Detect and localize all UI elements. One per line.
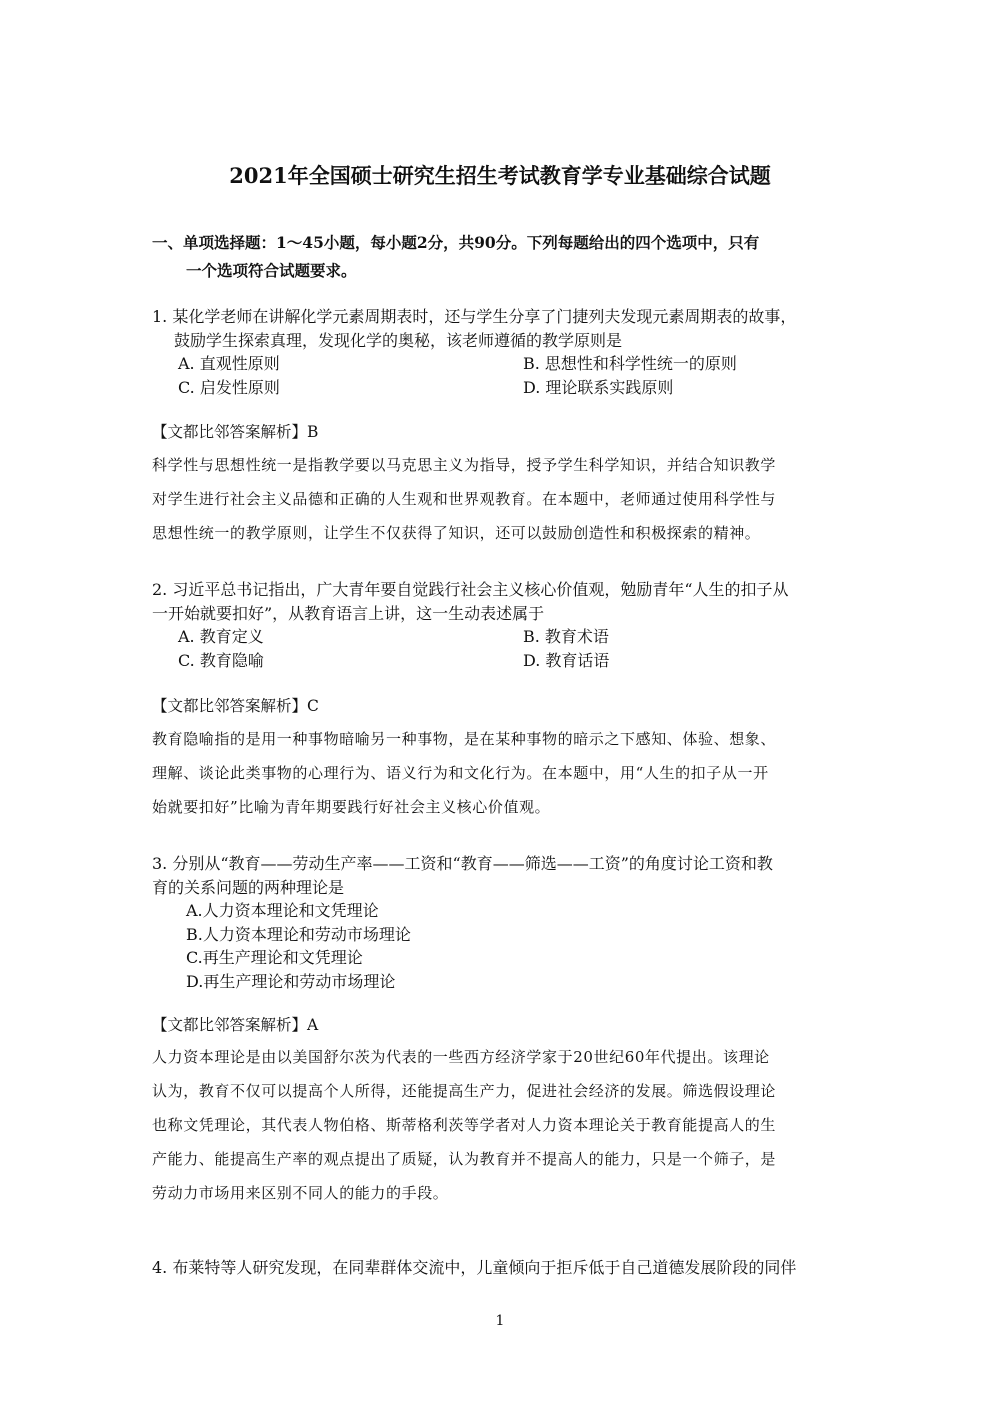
analysis-line: 产能力、能提高生产率的观点提出了质疑，认为教育并不提高人的能力，只是一个筛子，是 bbox=[152, 1150, 777, 1168]
question-2 bbox=[152, 578, 862, 672]
analysis-line: 劳动力市场用来区别不同人的能力的手段。 bbox=[152, 1184, 449, 1202]
page-title: 2021年全国硕士研究生招生考试教育学专业基础综合试题 bbox=[229, 163, 771, 188]
option-d: D. 理论联系实践原则 bbox=[523, 377, 674, 397]
analysis-line: 对学生进行社会主义品德和正确的人生观和世界观教育。在本题中，老师通过使用科学性与 bbox=[152, 490, 777, 508]
analysis-line: 理解、谈论此类事物的心理行为、语义行为和文化行为。在本题中，用“人生的扣子从一开 bbox=[152, 764, 769, 782]
question-1-analysis bbox=[152, 448, 852, 550]
question-3-answer-label: 【文都比邻答案解析】A bbox=[152, 1016, 319, 1034]
page-number: 1 bbox=[495, 1313, 505, 1329]
question-3 bbox=[152, 852, 862, 993]
question-1 bbox=[152, 305, 862, 399]
option-a: A. 直观性原则 bbox=[178, 354, 280, 373]
analysis-line: 始就要扣好”比喻为青年期要践行好社会主义核心价值观。 bbox=[152, 798, 551, 816]
option-b: B.人力资本理论和劳动市场理论 bbox=[186, 924, 411, 944]
option-a: A. 教育定义 bbox=[178, 627, 264, 646]
question-2-answer-label: 【文都比邻答案解析】C bbox=[152, 697, 319, 715]
section-heading-line-2: 一个选项符合试题要求。 bbox=[186, 261, 357, 280]
option-d: D. 教育话语 bbox=[523, 650, 610, 670]
option-d: D.再生产理论和劳动市场理论 bbox=[186, 971, 396, 991]
option-c: C. 教育隐喻 bbox=[178, 650, 264, 670]
question-1-answer-label: 【文都比邻答案解析】B bbox=[152, 423, 319, 441]
option-a: A.人力资本理论和文凭理论 bbox=[186, 901, 379, 920]
question-4 bbox=[152, 1256, 862, 1280]
question-1-options bbox=[152, 352, 862, 399]
question-3-stem-line-1: 3. 分别从“教育——劳动生产率——工资和“教育——筛选——工资”的角度讨论工资和教 bbox=[152, 854, 773, 873]
question-2-stem-line-2: 一开始就要扣好”，从教育语言上讲，这一生动表述属于 bbox=[152, 603, 545, 623]
analysis-line: 人力资本理论是由以美国舒尔茨为代表的一些西方经济学家于20世纪60年代提出。该理论 bbox=[152, 1048, 770, 1066]
option-b: B. 思想性和科学性统一的原则 bbox=[523, 354, 737, 373]
question-3-options bbox=[152, 899, 862, 993]
analysis-line: 认为，教育不仅可以提高个人所得，还能提高生产力，促进社会经济的发展。筛选假设理论 bbox=[152, 1082, 777, 1100]
question-1-stem-line-2: 鼓励学生探索真理，发现化学的奥秘，该老师遵循的教学原则是 bbox=[174, 330, 623, 350]
analysis-line: 也称文凭理论，其代表人物伯格、斯蒂格利茨等学者对人力资本理论关于教育能提高人的生 bbox=[152, 1116, 777, 1134]
question-2-analysis bbox=[152, 722, 852, 824]
question-2-options bbox=[152, 625, 862, 672]
analysis-line: 思想性统一的教学原则，让学生不仅获得了知识，还可以鼓励创造性和积极探索的精神。 bbox=[152, 524, 761, 542]
question-4-stem-line-1: 4. 布莱特等人研究发现，在同辈群体交流中，儿童倾向于拒斥低于自己道德发展阶段的同伴 bbox=[152, 1258, 797, 1277]
option-c: C. 启发性原则 bbox=[178, 377, 280, 397]
option-c: C.再生产理论和文凭理论 bbox=[186, 948, 363, 967]
section-heading-line-1: 一、单项选择题：1～45小题，每小题2分，共90分。下列每题给出的四个选项中，只有 bbox=[152, 233, 760, 252]
question-1-stem-line-1: 1. 某化学老师在讲解化学元素周期表时，还与学生分享了门捷列夫发现元素周期表的故事， bbox=[152, 307, 797, 326]
question-3-analysis bbox=[152, 1040, 852, 1210]
option-b: B. 教育术语 bbox=[523, 627, 609, 646]
section-heading bbox=[152, 229, 862, 285]
analysis-line: 科学性与思想性统一是指教学要以马克思主义为指导，授予学生科学知识，并结合知识教学 bbox=[152, 456, 777, 474]
question-2-stem-line-1: 2. 习近平总书记指出，广大青年要自觉践行社会主义核心价值观，勉励青年“人生的扣子从 bbox=[152, 580, 789, 599]
question-3-stem-line-2: 育的关系问题的两种理论是 bbox=[152, 877, 345, 897]
analysis-line: 教育隐喻指的是用一种事物暗喻另一种事物，是在某种事物的暗示之下感知、体验、想象、 bbox=[152, 730, 777, 748]
